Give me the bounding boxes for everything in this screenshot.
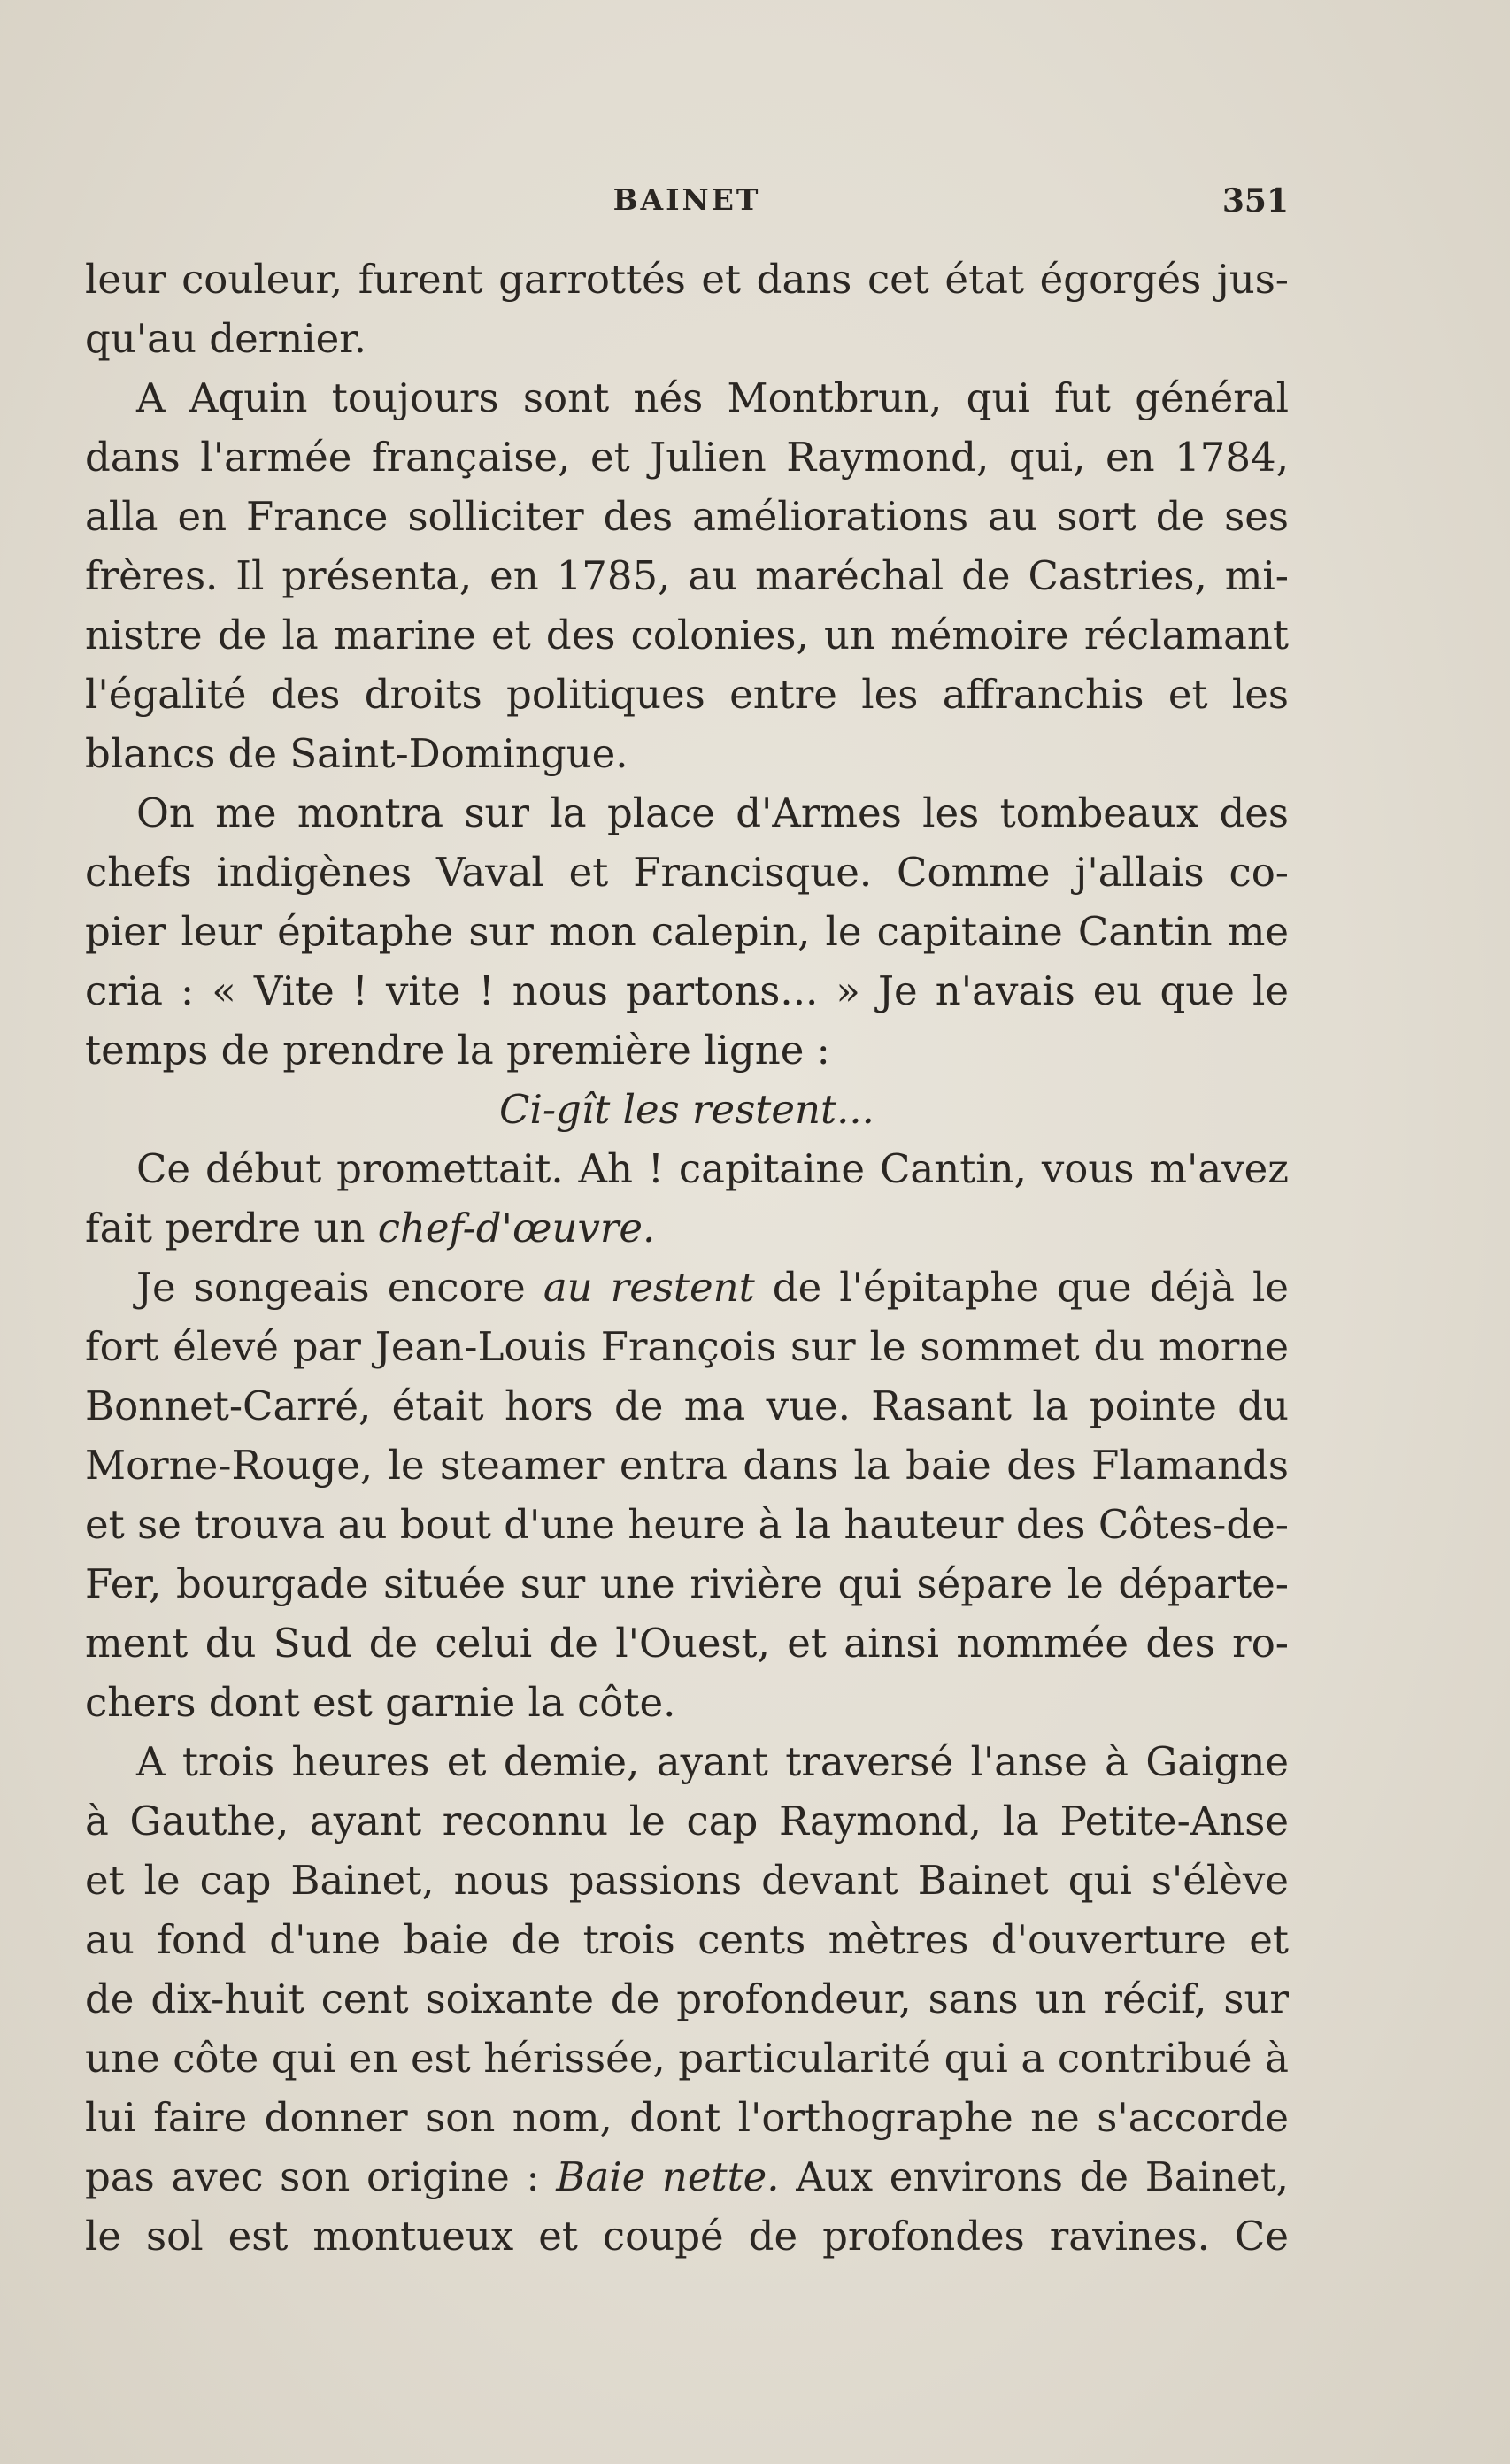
text-line: et se trouva au bout d'une heure à la hauteur des Côtes-de-	[85, 1501, 1289, 1548]
text-line: à Gauthe, ayant reconnu le cap Raymond, la Petite-Anse	[85, 1798, 1289, 1844]
text-segment: pas avec son origine :	[85, 2153, 557, 2200]
body-text	[85, 250, 1289, 2266]
text-line: Fer, bourgade située sur une rivière qui sépare le départe-	[85, 1560, 1289, 1607]
text-line: au fond d'une baie de trois cents mètres d'ouverture et	[85, 1916, 1289, 1963]
text-segment: Aux environs de Bainet,	[779, 2153, 1289, 2200]
page-number: 351	[1221, 182, 1289, 219]
text-line: On me montra sur la place d'Armes les tombeaux des	[136, 789, 1289, 836]
text-line: ment du Sud de celui de l'Ouest, et ainsi nommée des ro-	[85, 1620, 1289, 1667]
text-line: A trois heures et demie, ayant traversé l'anse à Gaigne	[136, 1738, 1289, 1785]
text-line: chefs indigènes Vaval et Francisque. Comme j'allais co-	[85, 849, 1289, 896]
text-line: blancs de Saint-Domingue.	[85, 730, 628, 777]
text-line: qu'au dernier.	[85, 315, 367, 362]
text-line	[85, 1198, 1289, 1258]
text-line: Ce début promettait. Ah ! capitaine Cantin, vous m'avez	[136, 1145, 1289, 1192]
epitaph-line: Ci-gît les restent...	[499, 1086, 874, 1133]
text-line: frères. Il présenta, en 1785, au maréchal de Castries, mi-	[85, 552, 1289, 599]
text-line: dans l'armée française, et Julien Raymond, qui, en 1784,	[85, 434, 1289, 481]
text-line	[85, 1258, 1289, 1317]
text-line: l'égalité des droits politiques entre les affranchis et les	[85, 671, 1289, 718]
text-segment: fait perdre un	[85, 1205, 378, 1251]
running-head: BAINET	[612, 182, 761, 217]
text-segment: Je songeais encore	[136, 1264, 543, 1311]
italic-phrase: chef-d'œuvre.	[377, 1205, 656, 1251]
text-line: Morne-Rouge, le steamer entra dans la baie des Flamands	[85, 1442, 1289, 1489]
text-line: nistre de la marine et des colonies, un mémoire réclamant	[85, 612, 1289, 658]
text-line: alla en France solliciter des améliorations au sort de ses	[85, 493, 1289, 540]
italic-phrase: Baie nette.	[556, 2153, 780, 2200]
italic-phrase: au restent	[543, 1264, 755, 1311]
text-line: temps de prendre la première ligne :	[85, 1027, 830, 1074]
text-line: le sol est montueux et coupé de profondes ravines. Ce	[85, 2213, 1289, 2260]
text-line: de dix-huit cent soixante de profondeur, sans un récif, sur	[85, 1975, 1289, 2022]
text-line: chers dont est garnie la côte.	[85, 1679, 676, 1726]
text-line: Bonnet-Carré, était hors de ma vue. Rasant la pointe du	[85, 1382, 1289, 1429]
text-segment: de l'épitaphe que déjà le	[754, 1264, 1289, 1311]
page-header	[85, 182, 1289, 227]
text-line: pier leur épitaphe sur mon calepin, le capitaine Cantin me	[85, 908, 1289, 955]
text-line: une côte qui en est hérissée, particularité qui a contribué à	[85, 2035, 1289, 2082]
text-line: lui faire donner son nom, dont l'orthographe ne s'accorde	[85, 2094, 1289, 2141]
text-line	[85, 2147, 1289, 2206]
text-line: fort élevé par Jean-Louis François sur le sommet du morne	[85, 1323, 1289, 1370]
text-line: et le cap Bainet, nous passions devant Bainet qui s'élève	[85, 1857, 1289, 1904]
text-line: A Aquin toujours sont nés Montbrun, qui fut général	[136, 374, 1289, 421]
text-line: leur couleur, furent garrottés et dans cet état égorgés jus-	[85, 256, 1289, 303]
text-line: cria : « Vite ! vite ! nous partons... » Je n'avais eu que le	[85, 967, 1289, 1014]
